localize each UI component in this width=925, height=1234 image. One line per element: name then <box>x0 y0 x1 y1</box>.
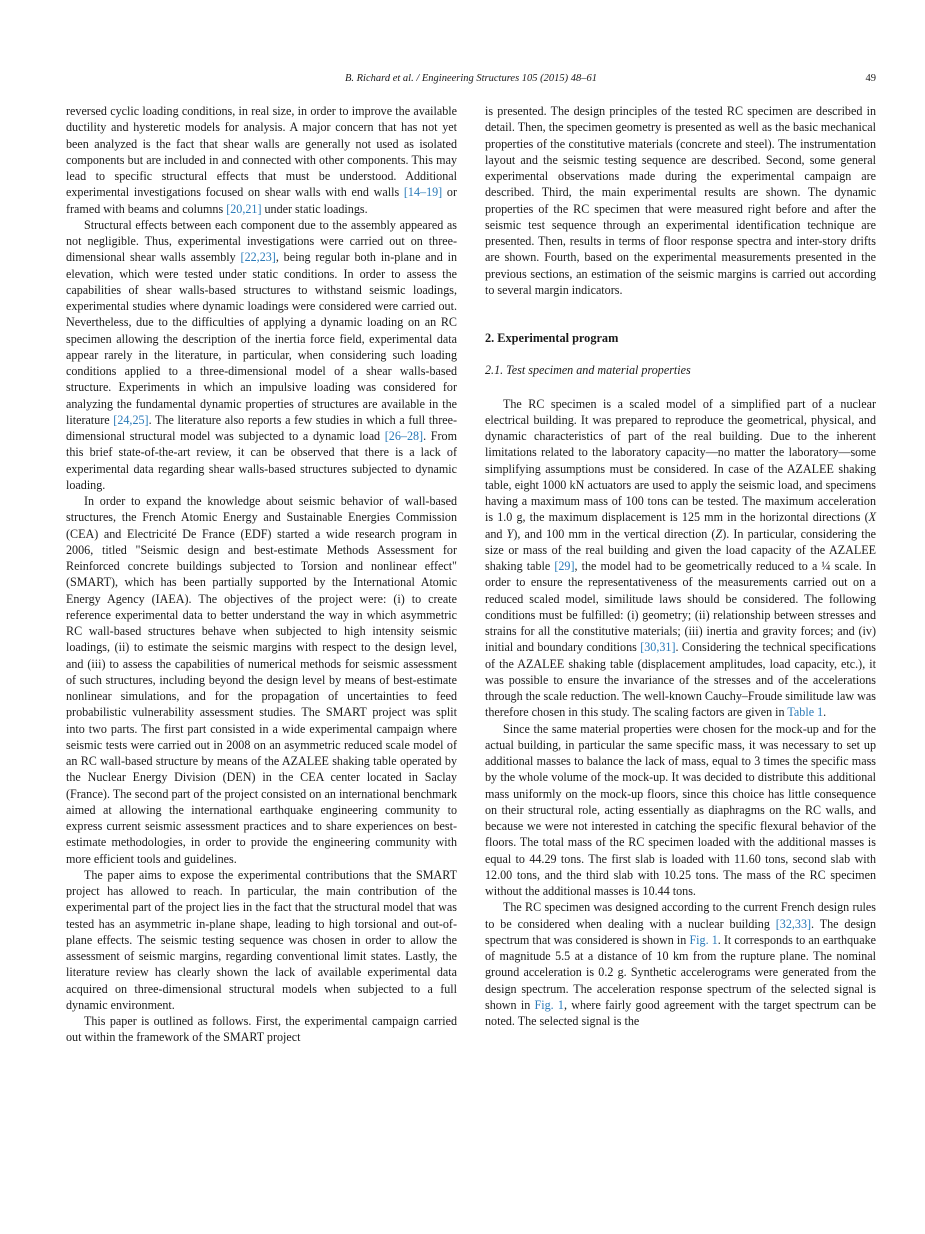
citation-link[interactable]: [30,31] <box>640 640 676 655</box>
figure-link[interactable]: Fig. 1 <box>689 932 718 947</box>
citation-link[interactable]: [29] <box>554 559 575 573</box>
citation-link[interactable]: [22,23] <box>240 250 276 265</box>
paragraph: Since the same material properties were chosen for the mock-up and for the actual building, in particular the same specific mass, it was necessary to set up additional masses to balance the lack of mass, equal to 3 times the specific mass by the whole volume of the mock-up. It was decided to distribute this additional mass uniformly on the mock-up floors, since this choice has little consequence on their structural role, acting essentially as diaphragms on the RC walls, and because we were not interested in catching the specific flexural behavior of the floors. The total mass of the RC specimen loaded with the additional masses is equal to 44.29 tons. The first slab is loaded with 11.60 tons, second slab with 12.00 tons, and the third slab with 10.25 tons. The mass of the RC specimen without the additional masses is 10.44 tons. <box>485 721 876 898</box>
table-link[interactable]: Table 1 <box>787 705 824 720</box>
figure-link[interactable]: Fig. 1 <box>534 997 564 1012</box>
paragraph-continued: reversed cyclic loading conditions, in real size, in order to improve the available ductility and hysteretic models for analysis. A major concern that has not yet been analyzed is the fact that shear walls are generally not used as isolated components but are included in and connected with other components. This may lead to specific structural effects that must be understood. Additional experimental investigations focused on shear walls with end walls [14–19] or framed with beams and columns [20,21] under static loadings. <box>66 104 457 216</box>
paragraph: Structural effects between each component due to the assembly appeared as not negligible. Thus, experimental investigations were carried out on three-dimensional shear walls assembly [22,23], being regular both in-plane and in elevation, which were tested under static conditions. In order to assess the capabilities of shear walls-based structures to withstand seismic loadings, experimental studies where dynamic loadings were considered were carried out. Nevertheless, due to the difficulties of applying a dynamic loading on an RC specimen allowing the description of the inertia force field, experimental data appear rarely in the literature, in particular, when considering such loading conditions applied to a three-dimensional model of a shear walls-based structure. Experiments in which an impulsive loading was considered for analyzing the fundamental dynamic properties of structures are available in the literature [24,25]. The literature also reports a few studies in which a full three-dimensional structural model was subjected to a dynamic load [26–28]. From this brief state-of-the-art review, it can be observed that there is a lack of experimental data regarding shear walls-based structures subjected to dynamic loading. <box>66 217 457 492</box>
paragraph: In order to expand the knowledge about seismic behavior of wall-based structures, the French Atomic Energy and Sustainable Energies Commission (CEA) and Electricité De France (EDF) started a wide research program in 2006, titled "Seismic design and best-estimate Methods Assessment for Reinforced concrete buildings subjected to Torsion and nonlinear effect" (SMART), which has been partially supported by the International Atomic Energy Agency (IAEA). The objectives of the project were: (i) to create reference experimental data to better understand the way in which asymmetric RC wall-based structures behave when subjected to high intensity seismic loadings, (ii) to estimate the seismic margins with respect to the design level, and (iii) to assess the capabilities of numerical methods for seismic assessment of such structures, including beyond the design level by means of best-estimate nonlinear simulations, and for the propagation of uncertainties to feed probabilistic vulnerability assessment studies. The SMART project was split into two parts. The first part consisted in a wide experimental campaign where seismic tests were carried out in 2008 on an asymmetric reduced scale model of an RC wall-based structure by means of the AZALEE shaking table operated by the Nuclear Energy Division (DEN) in the CEA center located in Saclay (France). The second part of the project consisted on an international benchmark aimed at allowing the international earthquake engineering community to express current seismic assessment practices and to share experiences on best-estimate methodologies, in order to provide the engineering community with more efficient tools and guidelines. <box>66 494 457 866</box>
paragraph-continued: is presented. The design principles of the tested RC specimen are described in detail. Then, the specimen geometry is presented as well as the basic mechanical properties of the constitutive materials (concrete and steel). The instrumentation layout and the seismic testing sequence are described. Second, some general experimental observations made during the experimental campaign are described. Third, the main experimental results are shown. The dynamic properties of the RC specimen that were measured right before and after the seismic test sequence through an experimental identification technique are presented. Then, results in terms of floor response spectra and inter-story drifts are shown. Fourth, based on the experimental measurements presented in the previous sections, an estimation of the seismic margins is carried out according to several margin indicators. <box>485 104 876 297</box>
subsection-heading: 2.1. Test specimen and material properties <box>485 363 691 378</box>
citation-link[interactable]: [26–28] <box>384 429 424 443</box>
paragraph: This paper is outlined as follows. First, the experimental campaign carried out within the framework of the SMART project <box>66 1014 457 1045</box>
running-title: B. Richard et al. / Engineering Structures 105 (2015) 48–61 <box>344 73 598 84</box>
citation-link[interactable]: [20,21] <box>226 201 262 216</box>
paragraph: The RC specimen was designed according to the current French design rules to be considered when dealing with a nuclear building [32,33]. The design spectrum that was considered is shown in Fig. 1. It corresponds to an earthquake of magnitude 5.5 at a distance of 10 km from the rupture plane. The nominal ground acceleration is 0.2 g. Synthetic accelerograms were generated from the design spectrum. The acceleration response spectrum of the selected signal is shown in Fig. 1, where fairly good agreement with the target spectrum can be noted. The selected signal is the <box>485 900 876 1028</box>
paragraph: The RC specimen is a scaled model of a simplified part of a nuclear electrical building. It was prepared to reproduce the geometrical, physical, and dynamic characteristics of part of the real building. Due to the inherent limitations related to the laboratory capacity—no matter the laboratory—some simplifying assumptions must be considered. In case of the AZALEE shaking table, eight 1000 kN actuators are used to apply the seismic load, and specimens having a maximum mass of 100 tons can be tested. The maximum acceleration is 1.0 g, the maximum displacement is 125 mm in the horizontal directions (X and Y), and 100 mm in the vertical direction (Z). In particular, considering the size or mass of the real building and given the load capacity of the AZALEE shaking table [29], the model had to be geometrically reduced to a ¼ scale. In order to ensure the representativeness of the measurements carried out on a reduced scaled model, similitude laws should be considered. The following conditions must be fulfilled: (i) geometry; (ii) relationship between stresses and strains for all the constitutive materials; (iii) inertia and gravity forces; and (iv) initial and boundary conditions [30,31]. Considering the technical specifications of the AZALEE shaking table (displacement amplitudes, load capacity, etc.), it was possible to ensure the invariance of the stresses and of the accelerations through the scale reduction. The well-known Cauchy–Froude similitude law was therefore chosen in this study. The scaling factors are given in Table 1. <box>485 396 876 720</box>
page-number: 49 <box>865 73 876 84</box>
left-column <box>66 103 457 1046</box>
citation-link[interactable]: [24,25] <box>113 412 149 427</box>
running-header <box>66 73 876 89</box>
right-column <box>485 103 876 1029</box>
paragraph: The paper aims to expose the experimental contributions that the SMART project has allowed to reach. In particular, the main contribution of the experimental part of the project lies in the fact that the structural model that was tested has an asymmetric in-plane shape, leading to high torsional and out-of-plane effects. The seismic testing sequence was chosen in order to allow the assessment of seismic margins, regarding conventional limit states. Lastly, the literature review has clearly shown the lack of available experimental data acquired on three-dimensional structural models when subjected to a full dynamic environment. <box>66 867 457 1012</box>
citation-link[interactable]: [32,33] <box>775 916 812 931</box>
section-heading: 2. Experimental program <box>485 331 619 345</box>
citation-link[interactable]: [14–19] <box>403 185 443 200</box>
